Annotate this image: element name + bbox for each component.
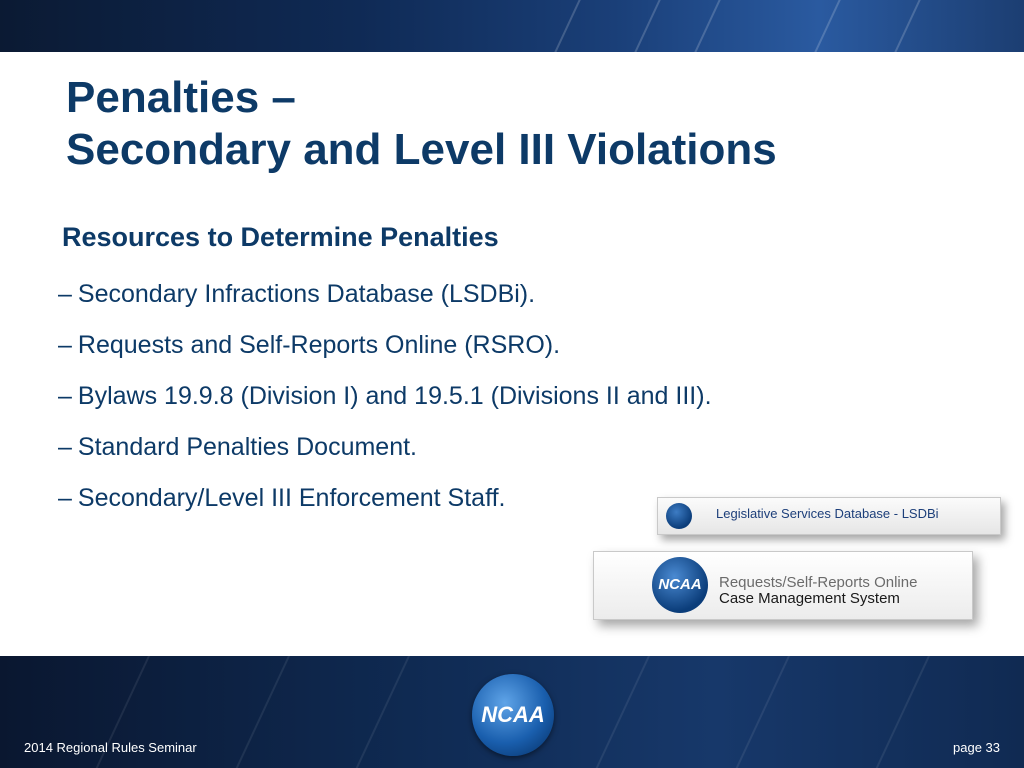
dash-bullet: – [58,280,72,308]
footer-seminar-label: 2014 Regional Rules Seminar [24,740,197,755]
list-item-text: Secondary/Level III Enforcement Staff. [77,484,506,512]
dash-bullet: – [58,484,72,512]
ncaa-seal-icon [666,503,692,529]
list-item [58,278,712,329]
section-heading: Resources to Determine Penalties [62,222,499,252]
dash-bullet: – [58,331,72,359]
resource-list [58,278,712,533]
ncaa-seal-text: NCAA [658,576,702,593]
slide-title-line-1: Penalties – [66,73,296,122]
rsro-screenshot [593,551,973,620]
top-banner [0,0,1024,52]
ncaa-seal-icon [652,557,708,613]
list-item [58,431,712,482]
ncaa-logo-text: NCAA [481,702,545,727]
list-item [58,329,712,380]
slide-title-line-2: Secondary and Level III Violations [66,125,777,174]
list-item [58,380,712,431]
ncaa-logo [472,674,554,756]
page-number: page 33 [953,740,1000,755]
list-item-text: Requests and Self-Reports Online (RSRO). [77,331,561,359]
rsro-subtitle: Case Management System [719,590,900,607]
list-item [58,482,712,533]
dash-bullet: – [58,433,72,461]
list-item-text: Standard Penalties Document. [77,433,417,461]
list-item-text: Secondary Infractions Database (LSDBi). [77,280,536,308]
lsdbi-screenshot [657,497,1001,535]
list-item-text: Bylaws 19.9.8 (Division I) and 19.5.1 (Divisions II and III). [77,382,712,410]
slide-title [66,72,777,176]
lsdbi-label: Legislative Services Database - LSDBi [716,506,939,521]
rsro-title: Requests/Self-Reports Online [719,574,918,591]
dash-bullet: – [58,382,72,410]
